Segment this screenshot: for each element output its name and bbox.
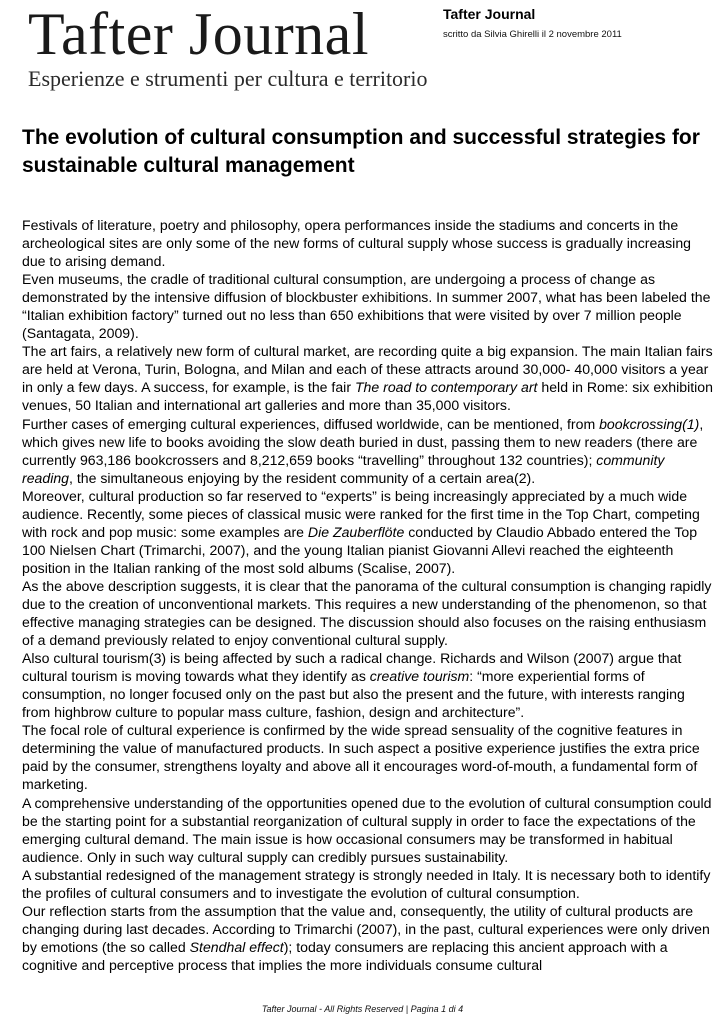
text-span: : “more experiential forms of consumption, no longer focused only on the past but also the present and the future, with interests ranging from highbrow culture to popular mass culture, fashion, design and architecture”. [22, 668, 685, 721]
paragraph [22, 487, 714, 577]
text-span: held in Rome: six exhibition venues, 50 Italian and international art galleries and more than 35,000 visitors. [22, 379, 713, 414]
article-title: The evolution of cultural consumption and successful strategies for sustainable cultural management [22, 126, 700, 177]
article-body [22, 216, 714, 974]
emphasis-text: community reading [22, 451, 665, 486]
emphasis-text: Die Zauberflöte [307, 523, 405, 540]
text-span: Our reflection starts from the assumption that the value and, consequently, the utility of cultural products are changing during last decades. According to Trimarchi (2007), in the past, cultural experiences were only driven by emotions (the so called [22, 902, 710, 955]
text-span: Moreover, cultural production so far reserved to “experts” is being increasingly appreciated by a much wide audience. Recently, some pieces of classical music were ranked for the first time in the Top Chart, competing with rock and pop music: some examples are [22, 487, 700, 540]
logo-title: Tafter Journal [28, 1, 369, 67]
text-span: The art fairs, a relatively new form of cultural market, are recording quite a big expansion. The main Italian fairs are held at Verona, Turin, Bologna, and Milan and each of these attracts around 30,000- 40,000 visitors a year in only a few days. A success, for example, is the fair [22, 343, 713, 396]
text-span: Also cultural tourism(3) is being affected by such a radical change. Richards and Wilson (2007) argue that cultural tourism is moving towards what they identify as [22, 650, 682, 685]
paragraph: Even museums, the cradle of traditional cultural consumption, are undergoing a process of change as demonstrated by the intensive diffusion of blockbuster exhibitions. In summer 2007, what has been labeled the “Italian exhibition factory” turned out no less than 650 exhibitions that were visited by over 7 million people (Santagata, 2009). [22, 271, 711, 342]
emphasis-text: Stendhal effect [189, 938, 284, 955]
logo-tagline: Esperienze e strumenti per cultura e territorio [28, 66, 428, 91]
text-span: ); today consumers are replacing this ancient approach with a cognitive and perceptive process that implies the more individuals consume cultural [22, 938, 668, 973]
journal-name: Tafter Journal [443, 6, 536, 22]
paragraph [22, 415, 714, 487]
paragraph: A substantial redesigned of the management strategy is strongly needed in Italy. It is necessary both to identify the profiles of cultural consumers and to investigate the evolution of cultural consumption. [22, 866, 711, 901]
paragraph: A comprehensive understanding of the opportunities opened due to the evolution of cultural consumption could be the starting point for a substantial reorganization of cultural supply in order to face the expectations of the emerging cultural demand. The main issue is how occasional consumers may be transformed in habitual audience. Only in such way cultural supply can credibly pursues sustainability. [22, 794, 712, 865]
text-span: Further cases of emerging cultural experiences, diffused worldwide, can be mentioned, from [22, 415, 600, 432]
article-meta [443, 6, 718, 41]
emphasis-text: The road to contemporary art [354, 379, 538, 396]
paragraph [22, 649, 714, 721]
article-byline: scritto da Silvia Ghirelli il 2 novembre 2011 [443, 29, 622, 40]
emphasis-text: creative tourism [369, 668, 470, 685]
journal-logo [28, 2, 428, 102]
paragraph: As the above description suggests, it is clear that the panorama of the cultural consumption is changing rapidly due to the creation of unconventional markets. This requires a new understanding of the phenomenon, so that effective managing strategies can be designed. The discussion should also focuses on the raising enthusiasm of a demand previously related to enjoy conventional cultural supply. [22, 577, 712, 649]
text-span: , the simultaneous enjoying by the resident community of a certain area(2). [69, 469, 536, 486]
paragraph: Festivals of literature, poetry and philosophy, opera performances inside the stadiums and concerts in the archeological sites are only some of the new forms of cultural supply whose success is gradually increasing due to arising demand. [22, 217, 691, 270]
text-span: , which gives new life to books avoiding the slow death buried in dust, passing them to new readers (there are currently 963,186 bookcrossers and 8,212,659 books “travelling” throughout 132 countries); [22, 415, 704, 468]
emphasis-text: bookcrossing(1) [599, 415, 700, 432]
paragraph: The focal role of cultural experience is confirmed by the wide spread sensuality of the cognitive features in determining the value of manufactured products. In such aspect a positive experience justifies the extra price paid by the consumer, strengthens loyalty and above all it encourages word-of-mouth, a fundamental form of marketing. [22, 722, 700, 793]
page-footer: Tafter Journal - All Rights Reserved | Pagina 1 di 4 [261, 1004, 464, 1014]
paragraph [22, 902, 714, 974]
text-span: conducted by Claudio Abbado entered the Top 100 Nielsen Chart (Trimarchi, 2007), and the young Italian pianist Giovanni Allevi reached the eighteenth position in the Italian ranking of the most sold albums (Scalise, 2007). [22, 523, 698, 576]
paragraph [22, 342, 714, 414]
